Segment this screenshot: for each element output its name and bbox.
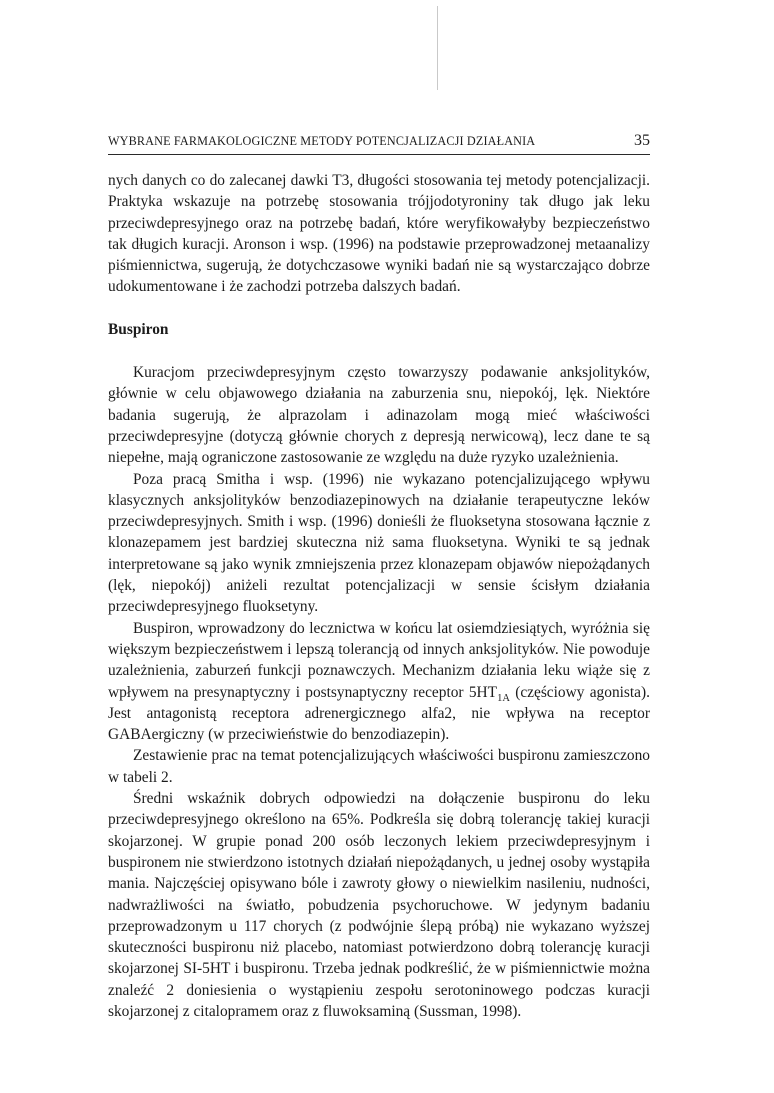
page-body: [108, 170, 650, 1022]
running-title: WYBRANE FARMAKOLOGICZNE METODY POTENCJALIZACJI DZIAŁANIA: [108, 134, 536, 148]
paragraph-2: Poza pracą Smitha i wsp. (1996) nie wykazano potencjalizującego wpływu klasycznych anksjolityków benzodiazepinowych na działanie terapeutyczne leków przeciwdepresyjnych. Smith i wsp. (1996) donieśli że fluoksetyna stosowana łącznie z klonazepamem jest bardziej skuteczna niż sama fluoksetyna. Wyniki te są jednak interpretowane są jako wynik zmniejszenia przez klonazepam objawów niepożądanych (lęk, niepokój) aniżeli rezultat potencjalizacji w sensie ścisłym działania przeciwdepresyjnego fluoksetyny.: [108, 470, 650, 616]
paragraph-3: [108, 618, 650, 746]
page-number: 35: [634, 132, 650, 149]
scan-artifact-line: [437, 6, 438, 90]
section-heading: Buspiron: [108, 320, 169, 338]
running-header: [108, 132, 650, 155]
paragraph-3-text-a: Buspiron, wprowadzony do lecznictwa w końcu lat osiemdziesiątych, wyróżnia się większym bezpieczeństwem i lepszą tolerancją od innych anksjolityków. Nie powoduje uzależnienia, zaburzeń funkcji poznawczych. Mechanizm działania leku wiąże się z wpływem na presynaptyczny i postsynaptyczny receptor 5HT: [108, 619, 650, 701]
paragraph-5: Średni wskaźnik dobrych odpowiedzi na dołączenie buspironu do leku przeciwdepresyjnego określono na 65%. Podkreśla się dobrą tolerancję takiej kuracji skojarzonej. W grupie ponad 200 osób leczonych lekiem przeciwdepresyjnym i buspironem nie stwierdzono istotnych działań niepożądanych, u jednej osoby wystąpiła mania. Najczęściej opisywano bóle i zawroty głowy o niewielkim nasileniu, nudności, nadwrażliwości na światło, pobudzenia psychoruchowe. W jedynym badaniu przeprowadzonym u 117 chorych (z podwójnie ślepą próbą) nie wykazano wyższej skuteczności buspironu niż placebo, natomiast potwierdzono dobrą tolerancję kuracji skojarzonej SI-5HT i buspironu. Trzeba jednak podkreślić, że w piśmiennictwie można znaleźć 2 doniesienia o wystąpieniu zespołu serotoninowego podczas kuracji skojarzonej z citalopramem oraz z fluwoksaminą (Sussman, 1998).: [108, 790, 650, 1020]
paragraph-3-text-b: (częściowy agonista). Jest antagonistą receptora adrenergicznego alfa2, nie wpływa na receptor GABAergiczny (w przeciwieństwie do benzodiazepin).: [108, 683, 650, 744]
paragraph-intro: nych danych co do zalecanej dawki T3, długości stosowania tej metody potencjalizacji. Praktyka wskazuje na potrzebę stosowania trójjodotyroniny tak długo jak leku przeciwdepresyjnego oraz na potrzebę badań, które weryfikowałyby bezpieczeństwo tak długich kuracji. Aronson i wsp. (1996) na podstawie przeprowadzonej metaanalizy piśmiennictwa, sugerują, że dotychczasowe wyniki badań nie są wystarczająco dobrze udokumentowane i że zachodzi potrzeba dalszych badań.: [108, 172, 650, 296]
paragraph-1: Kuracjom przeciwdepresyjnym często towarzyszy podawanie anksjolityków, głównie w celu objawowego działania na zaburzenia snu, niepokój, lęk. Niektóre badania sugerują, że alprazolam i adinazolam mogą mieć właściwości przeciwdepresyjne (dotyczą głównie chorych z depresją nerwicową), lecz dane te są niepełne, mają ograniczone zastosowanie ze względu na duże ryzyko uzależnienia.: [108, 364, 650, 467]
paragraph-4: Zestawienie prac na temat potencjalizujących właściwości buspironu zamieszczono w tabeli 2.: [108, 747, 650, 786]
receptor-subscript: 1A: [497, 692, 510, 704]
